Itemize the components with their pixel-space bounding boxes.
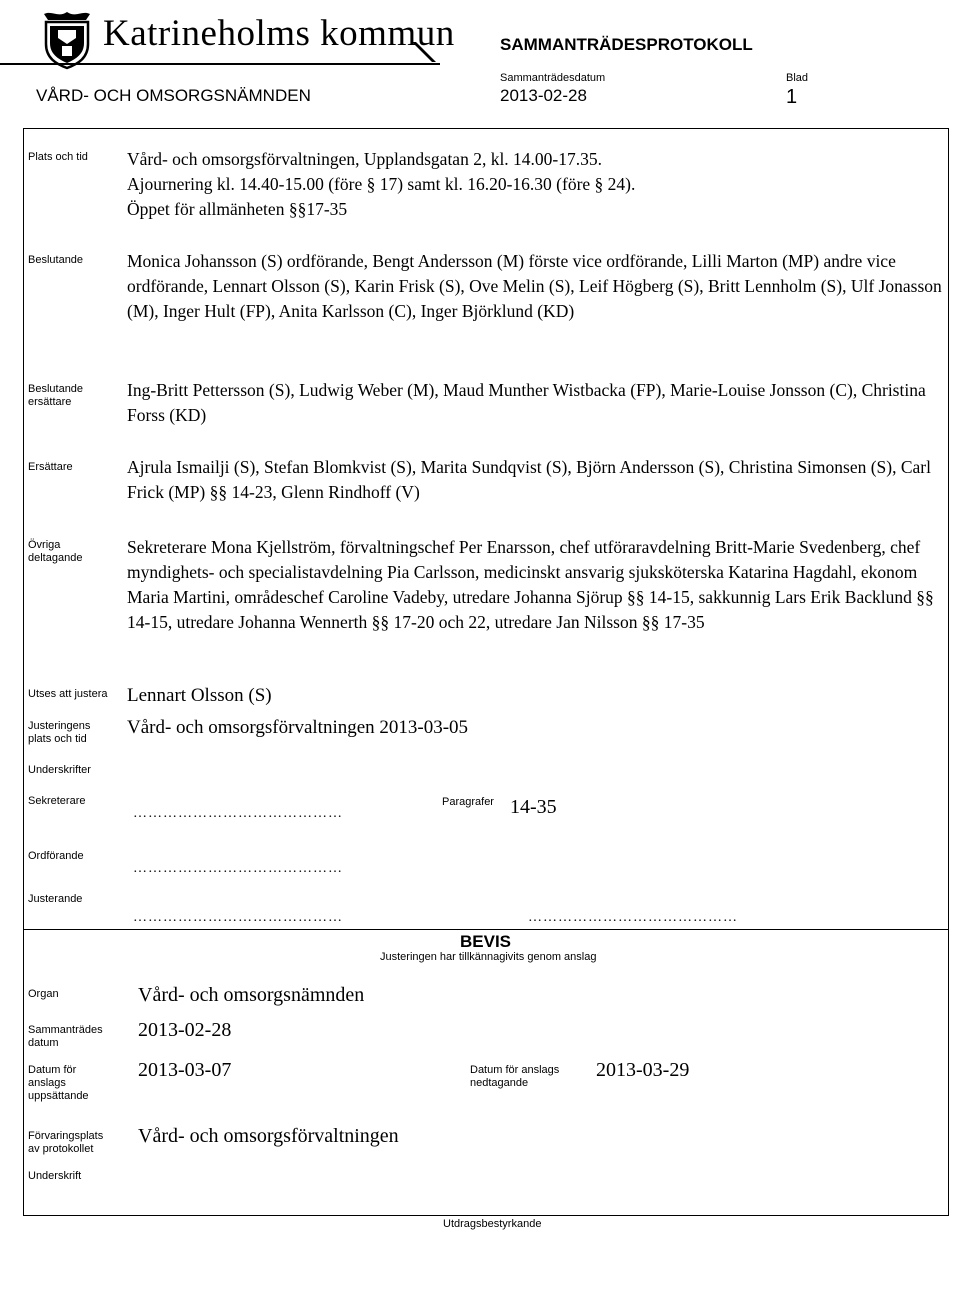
posted-value: 2013-03-07: [138, 1059, 232, 1081]
storage-label-1: Förvaringsplats: [28, 1130, 104, 1142]
meeting-date-cert-label-1: Sammanträdes: [28, 1024, 103, 1036]
posted-label-2: anslags: [28, 1077, 66, 1089]
adjuster-label: Utses att justera: [28, 688, 108, 700]
deciding-subs-label-2: ersättare: [28, 396, 72, 408]
certificate-subtitle: Justeringen har tillkännagivits genom anslag: [380, 951, 597, 963]
place-line-2: Ajournering kl. 14.40-15.00 (före § 17) samt kl. 16.20-16.30 (före § 24).: [127, 174, 636, 194]
adjust-place-label: [28, 720, 90, 746]
storage-label-2: av protokollet: [28, 1143, 94, 1155]
removed-label-1: Datum för anslags: [470, 1064, 560, 1076]
adjust-place-value: Vård- och omsorgsförvaltningen 2013-03-05: [127, 717, 469, 738]
deciding-label: Beslutande: [28, 254, 84, 266]
adjust-place-label-1: Justeringens: [28, 720, 91, 732]
deciding-subs-text: Ing-Britt Pettersson (S), Ludwig Weber (M), Maud Munther Wistbacka (FP), Marie-Louise Jonsson (C), Christina Forss (KD): [127, 380, 926, 425]
place-label: Plats och tid: [28, 151, 88, 163]
deciding-text: Monica Johansson (S) ordförande, Bengt Andersson (M) förste vice ordförande, Lilli Marton (MP) andre vice ordförande, Lennart Olsson (S), Karin Frisk (S), Ove Melin (S), Leif Högberg (S), Britt Lennholm (S), Ulf Jonasson (M), Inger Hult (FP), Anita Karlsson (C), Inger Björklund (KD): [127, 251, 942, 321]
meeting-date: 2013-02-28: [500, 86, 587, 105]
deciding-subs-label: [28, 383, 83, 409]
org-name-swoosh: [410, 40, 442, 64]
frame-top: [23, 128, 949, 129]
others-label: [28, 539, 82, 565]
cert-frame-bottom: [23, 1215, 949, 1216]
adjuster-sign-label: Justerande: [28, 893, 83, 905]
substitutes-label: Ersättare: [28, 461, 73, 473]
coat-of-arms: [36, 8, 98, 70]
chair-signature-line: ……………………………………: [133, 861, 343, 876]
place-line-3: Öppet för allmänheten §§17-35: [127, 199, 348, 219]
deciding-subs-label-1: Beslutande: [28, 383, 84, 395]
removed-label-2: nedtagande: [470, 1077, 529, 1089]
paragraphs-value: 14-35: [510, 796, 557, 818]
others-text: Sekreterare Mona Kjellström, förvaltningschef Per Enarsson, chef utföraravdelning Britt-Marie Svedenberg, chef myndighets- och specialistavdelning Pia Carlsson, medicinskt ansvarig sjuksköterska Katarina Hagdahl, ekonom Maria Martini, områdeschef Caroline Vadeby, utredare Johanna Sjörup §§ 14-15, sakkunnig Lars Erik Backlund §§ 14-15, utredare Johanna Wennerth §§ 17-20 och 22, utredare Jan Nilsson §§ 17-35: [127, 537, 934, 632]
chair-label: Ordförande: [28, 850, 84, 862]
others-label-2: deltagande: [28, 552, 83, 564]
frame-divider: [23, 929, 949, 930]
frame-right: [948, 128, 949, 930]
place-line-1: Vård- och omsorgsförvaltningen, Upplandsgatan 2, kl. 14.00-17.35.: [127, 149, 603, 169]
substitutes-text: Ajrula Ismailji (S), Stefan Blomkvist (S), Marita Sundqvist (S), Björn Andersson (S), Christina Simonsen (S), Carl Frick (MP) §§ 14-23, Glenn Rindhoff (V): [127, 457, 931, 502]
paragraphs-label: Paragrafer: [442, 796, 494, 808]
frame-left: [23, 128, 24, 930]
secretary-signature-line: ……………………………………: [133, 806, 343, 821]
header-rule: [0, 63, 440, 65]
removed-label: [470, 1064, 559, 1090]
certificate-title: BEVIS: [460, 932, 512, 951]
meeting-date-cert-label-2: datum: [28, 1037, 59, 1049]
adjuster-signature-line-1: ……………………………………: [133, 910, 343, 925]
adjuster-value: Lennart Olsson (S): [127, 685, 272, 706]
storage-value: Vård- och omsorgsförvaltningen: [138, 1125, 399, 1147]
place-text: [127, 147, 947, 222]
organ-label: Organ: [28, 988, 59, 1000]
others-label-1: Övriga: [28, 539, 61, 551]
posted-label-1: Datum för: [28, 1064, 77, 1076]
posted-label: [28, 1064, 89, 1103]
page-label: Blad: [786, 72, 809, 84]
cert-frame-left: [23, 929, 24, 1216]
posted-label-3: uppsättande: [28, 1090, 89, 1102]
meeting-date-label: Sammanträdesdatum: [500, 72, 606, 84]
document-type: SAMMANTRÄDESPROTOKOLL: [500, 35, 753, 54]
signatures-title: Underskrifter: [28, 764, 91, 776]
secretary-label: Sekreterare: [28, 795, 86, 807]
adjust-place-label-2: plats och tid: [28, 733, 87, 745]
removed-value: 2013-03-29: [596, 1059, 690, 1081]
extract-label: Utdragsbestyrkande: [443, 1218, 542, 1230]
cert-frame-right: [948, 929, 949, 1216]
meeting-date-cert-label: [28, 1024, 103, 1050]
page-number: 1: [786, 86, 798, 108]
adjuster-signature-line-2: ……………………………………: [528, 910, 738, 925]
board-name: VÅRD- OCH OMSORGSNÄMNDEN: [36, 86, 311, 105]
meeting-date-cert-value: 2013-02-28: [138, 1019, 232, 1041]
storage-label: [28, 1130, 103, 1156]
signature-label: Underskrift: [28, 1170, 82, 1182]
organ-value: Vård- och omsorgsnämnden: [138, 984, 365, 1006]
org-name: Katrineholms kommun: [103, 13, 455, 54]
